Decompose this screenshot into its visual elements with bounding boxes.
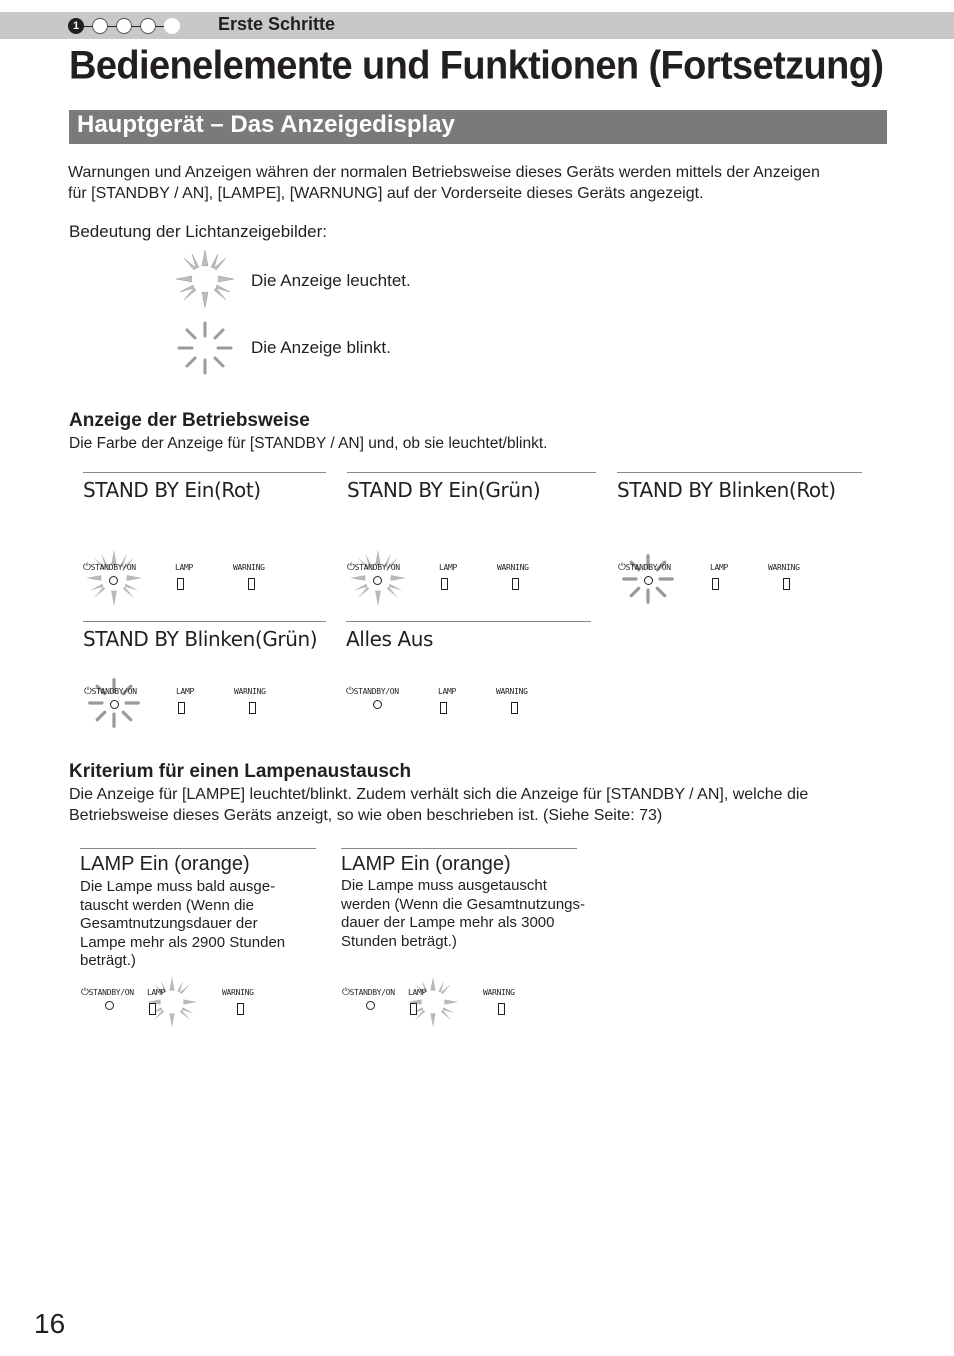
power-icon: ⏻ [84, 686, 92, 697]
power-icon: ⏻ [347, 562, 355, 573]
lamp-panel-title: LAMP Ein (orange) [80, 853, 250, 875]
standby-label: ⏻STANDBY/ON [347, 562, 400, 573]
standby-led [373, 576, 382, 585]
lamp-label: LAMP [710, 563, 729, 572]
page-number: 16 [34, 1308, 66, 1339]
power-icon: ⏻ [81, 987, 89, 998]
warning-led [511, 702, 518, 714]
lit-indicator-icon [174, 248, 236, 310]
lamp-led [440, 702, 447, 714]
intro-line-1: Warnungen und Anzeigen währen der normalen Betriebsweise dieses Geräts werden mittels der Anzeigen [68, 164, 820, 181]
step-2 [92, 18, 108, 34]
step-5 [164, 18, 180, 34]
standby-led [373, 700, 382, 709]
blink-indicator-icon [176, 320, 234, 376]
lamp-led [712, 578, 719, 590]
warning-label: WARNING [496, 687, 528, 696]
lamp-heading: Kriterium für einen Lampenaustausch [69, 761, 412, 782]
lamp-panel-desc: Die Lampe muss bald ausge- tauscht werden (Wenn die Gesamtnutzungsdauer der Lampe mehr als 2900 Stunden beträgt.) [80, 878, 286, 969]
warning-led [498, 1003, 505, 1015]
standby-led [110, 700, 119, 709]
breadcrumb: Erste Schritte [218, 14, 336, 34]
lamp-led [149, 1003, 156, 1015]
panel-title: Alles Aus [346, 627, 434, 651]
standby-led [109, 576, 118, 585]
standby-label: ⏻STANDBY/ON [81, 987, 134, 998]
standby-led [105, 1001, 114, 1010]
lamp-label: LAMP [175, 563, 194, 572]
warning-led [249, 702, 256, 714]
lamp-led [177, 578, 184, 590]
lamp-label: LAMP [438, 687, 457, 696]
lamp-label: LAMP [408, 988, 427, 997]
lamp-label: LAMP [439, 563, 458, 572]
warning-led [248, 578, 255, 590]
panel-title: STAND BY Blinken(Grün) [83, 627, 318, 651]
lamp-panel-desc: Die Lampe muss ausgetauscht werden (Wenn die Gesamtnutzungs- dauer der Lampe mehr als 3000 Stunden beträgt.) [341, 877, 586, 950]
standby-label: ⏻STANDBY/ON [83, 562, 136, 573]
lamp-desc-line-2: Betriebsweise dieses Geräts anzeigt, so wie oben beschrieben ist. (Siehe Seite: 73) [69, 807, 663, 824]
standby-label: ⏻STANDBY/ON [618, 562, 671, 573]
power-icon: ⏻ [618, 562, 626, 573]
step-indicator [68, 17, 180, 35]
step-1: 1 [68, 18, 84, 34]
panel-title: STAND BY Ein(Rot) [83, 478, 261, 502]
standby-label: ⏻STANDBY/ON [342, 987, 395, 998]
warning-label: WARNING [497, 563, 529, 572]
warning-led [512, 578, 519, 590]
panel-title: STAND BY Blinken(Rot) [617, 478, 836, 502]
warning-label: WARNING [234, 687, 266, 696]
legend-lit-text: Die Anzeige leuchtet. [251, 271, 411, 290]
power-icon: ⏻ [342, 987, 350, 998]
lamp-label: LAMP [147, 988, 166, 997]
step-3 [116, 18, 132, 34]
intro-line-2: für [STANDBY / AN], [LAMPE], [WARNUNG] auf der Vorderseite dieses Geräts angezeigt. [68, 185, 704, 202]
lamp-led [441, 578, 448, 590]
lamp-led [178, 702, 185, 714]
legend-heading: Bedeutung der Lichtanzeigebilder: [69, 222, 328, 241]
warning-label: WARNING [233, 563, 265, 572]
lamp-panel-title: LAMP Ein (orange) [341, 853, 511, 875]
panel-title: STAND BY Ein(Grün) [347, 478, 541, 502]
standby-led [366, 1001, 375, 1010]
step-4 [140, 18, 156, 34]
operation-heading: Anzeige der Betriebsweise [69, 410, 310, 431]
warning-label: WARNING [222, 988, 254, 997]
warning-label: WARNING [483, 988, 515, 997]
power-icon: ⏻ [83, 562, 91, 573]
lamp-led [410, 1003, 417, 1015]
section-title: Hauptgerät – Das Anzeigedisplay [77, 111, 455, 138]
operation-desc: Die Farbe der Anzeige für [STANDBY / AN] und, ob sie leuchtet/blinkt. [69, 435, 548, 452]
power-icon: ⏻ [346, 686, 354, 697]
standby-led [644, 576, 653, 585]
page-title: Bedienelemente und Funktionen (Fortsetzung) [69, 44, 884, 89]
legend-blink-text: Die Anzeige blinkt. [251, 338, 391, 357]
lamp-label: LAMP [176, 687, 195, 696]
standby-label: ⏻STANDBY/ON [84, 686, 137, 697]
warning-label: WARNING [768, 563, 800, 572]
lamp-desc-line-1: Die Anzeige für [LAMPE] leuchtet/blinkt. Zudem verhält sich die Anzeige für [STANDBY / AN], welche die [69, 786, 809, 803]
warning-led [783, 578, 790, 590]
warning-led [237, 1003, 244, 1015]
standby-label: ⏻STANDBY/ON [346, 686, 399, 697]
